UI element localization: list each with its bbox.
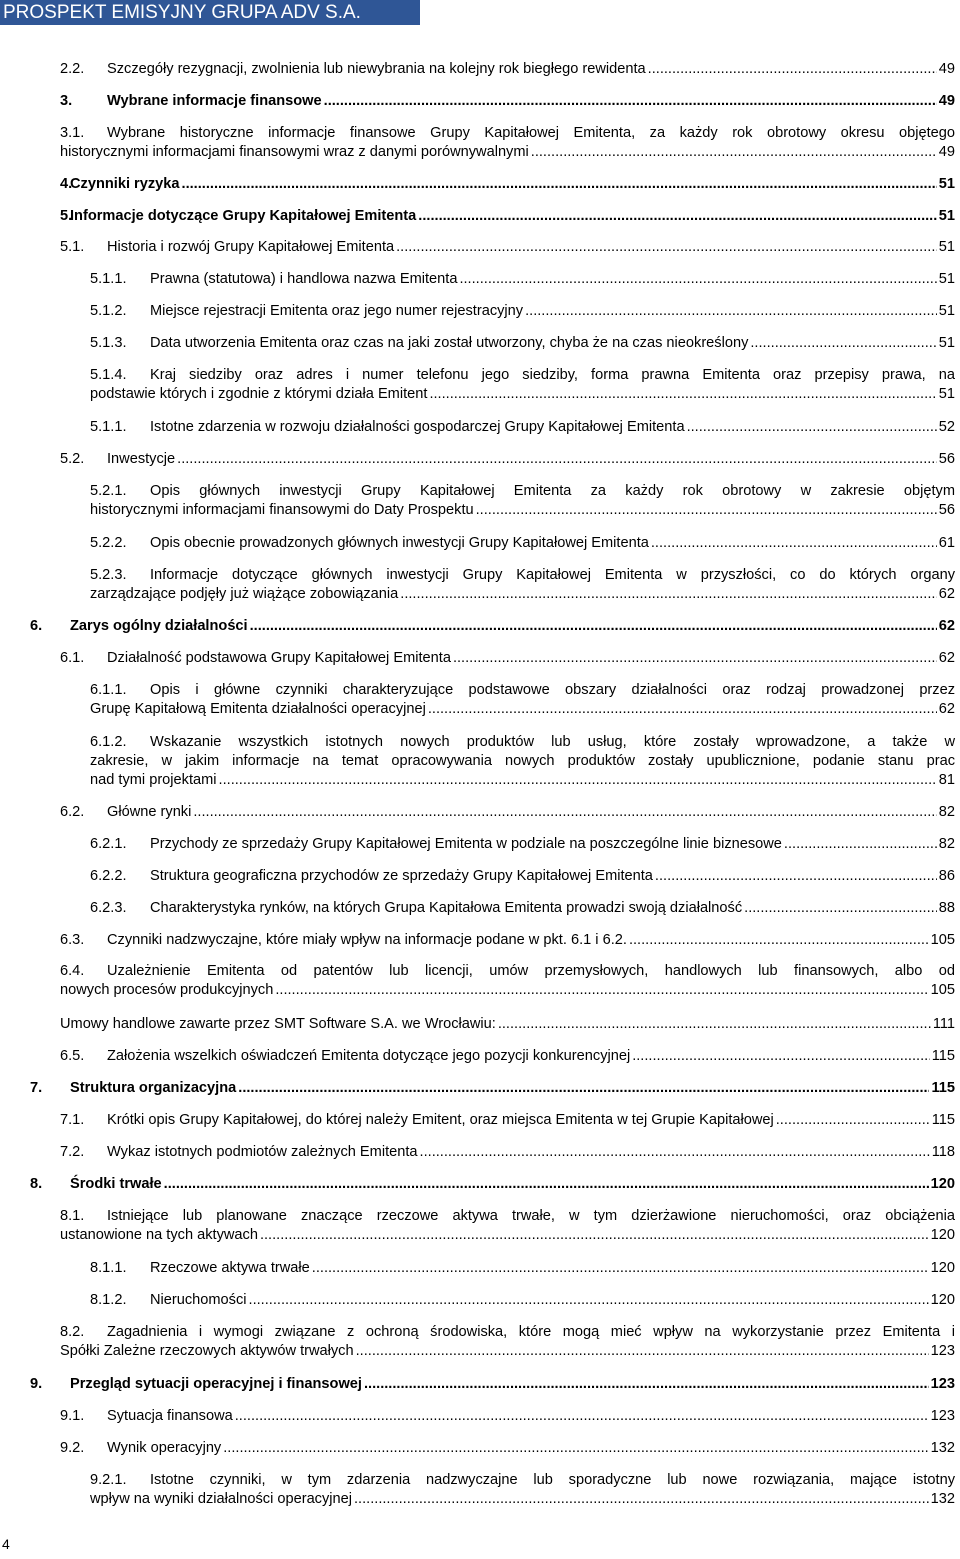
toc-entry-number: 5.2.1. <box>90 483 127 499</box>
toc-entry-title: Data utworzenia Emitenta oraz czas na jaki został utworzony, chyba że na czas nieokreślony <box>150 335 749 351</box>
toc-dot-leader <box>420 1143 930 1162</box>
toc-dot-leader <box>238 1079 929 1098</box>
toc-page-number: 120 <box>930 1176 955 1192</box>
toc-page-number: 49 <box>938 93 955 109</box>
toc-entry-title: Nieruchomości <box>150 1292 247 1308</box>
toc-entry[interactable] <box>90 482 955 520</box>
toc-entry-number: 6.3. <box>60 932 85 948</box>
toc-dot-leader <box>632 1047 930 1066</box>
toc-entry-title: Krótki opis Grupy Kapitałowej, do której należy Emitent, oraz miejsca Emitenta w tej Grupie Kapitałowej <box>107 1112 774 1128</box>
toc-entry-number: 7. <box>30 1080 43 1096</box>
toc-dot-leader <box>275 981 928 1000</box>
toc-page-number: 51 <box>938 303 955 319</box>
toc-entry-number: 5.1.1. <box>90 419 127 435</box>
toc-entry-title: Struktura organizacyjna <box>70 1080 237 1096</box>
toc-entry[interactable] <box>60 649 955 668</box>
toc-dot-leader <box>476 501 937 520</box>
toc-page-number: 115 <box>931 1080 955 1096</box>
toc-entry-title: Przegląd sytuacji operacyjnej i finansowej <box>70 1376 362 1392</box>
toc-entry[interactable] <box>60 803 955 822</box>
toc-dot-leader <box>531 143 937 162</box>
toc-entry-title: Inwestycje <box>107 451 176 467</box>
toc-entry-line: Istniejące lub planowane znaczące rzeczowe aktywa trwałe, w tym dzierżawione nieruchomości, oraz obciążenia <box>107 1208 955 1224</box>
toc-page-number: 82 <box>938 836 955 852</box>
toc-entry-number: 9. <box>30 1376 43 1392</box>
toc-entry-title: Charakterystyka rynków, na których Grupa Kapitałowa Emitenta prowadzi swoją działalność <box>150 900 743 916</box>
toc-entry-number: 7.2. <box>60 1144 85 1160</box>
toc-dot-leader <box>235 1407 929 1426</box>
toc-entry[interactable] <box>30 617 955 636</box>
toc-entry[interactable] <box>90 835 955 854</box>
toc-dot-leader <box>193 803 936 822</box>
toc-entry-number: 6.1.2. <box>90 734 127 750</box>
toc-entry-number: 5.1.1. <box>90 271 127 287</box>
toc-entry-title: Czynniki nadzwyczajne, które miały wpływ na informacje podane w pkt. 6.1 i 6.2. <box>107 932 627 948</box>
toc-page-number: 62 <box>938 618 955 634</box>
toc-entry[interactable] <box>90 534 955 553</box>
toc-entry-title: Wynik operacyjny <box>107 1440 222 1456</box>
toc-entry-number: 2.2. <box>60 61 85 77</box>
toc-entry-number: 3. <box>60 93 73 109</box>
document-header: PROSPEKT EMISYJNY GRUPA ADV S.A. <box>0 0 420 25</box>
toc-entry[interactable] <box>60 1207 955 1245</box>
toc-page-number: 123 <box>930 1376 955 1392</box>
toc-entry-number: 8.2. <box>60 1324 85 1340</box>
toc-page-number: 51 <box>938 386 955 402</box>
toc-entry-line: Wskazanie wszystkich istotnych nowych produktów lub usług, które zostały wprowadzone, a także w <box>150 734 955 750</box>
toc-entry-title: historycznymi informacjami finansowymi do Daty Prospektu <box>90 502 474 518</box>
toc-entry-number: 3.1. <box>60 125 85 141</box>
toc-dot-leader <box>312 1259 929 1278</box>
toc-entry-title: Działalność podstawowa Grupy Kapitałowej Emitenta <box>107 650 451 666</box>
toc-dot-leader <box>177 450 937 469</box>
toc-entry-title: Opis obecnie prowadzonych głównych inwestycji Grupy Kapitałowej Emitenta <box>150 535 649 551</box>
toc-entry-line: Istotne czynniki, w tym zdarzenia nadzwyczajne lub sporadyczne lub nowe rozwiązania, mające istotny <box>150 1472 955 1488</box>
toc-entry[interactable] <box>60 92 955 111</box>
toc-entry[interactable] <box>60 962 955 1000</box>
toc-entry-title: Przychody ze sprzedaży Grupy Kapitałowej Emitenta w podziale na poszczególne linie biznesowe <box>150 836 782 852</box>
toc-page-number: 111 <box>932 1016 955 1032</box>
toc-dot-leader <box>429 385 936 404</box>
toc-entry-number: 5. <box>60 208 73 224</box>
toc-entry-number: 8. <box>30 1176 43 1192</box>
toc-entry-number: 5.2. <box>60 451 85 467</box>
toc-entry-number: 5.1.4. <box>90 367 127 383</box>
toc-entry[interactable] <box>90 302 955 321</box>
toc-dot-leader <box>249 1291 929 1310</box>
toc-entry-number: 8.1.2. <box>90 1292 127 1308</box>
toc-dot-leader <box>750 334 936 353</box>
toc-entry[interactable] <box>60 1111 955 1130</box>
toc-page-number: 115 <box>931 1048 955 1064</box>
toc-entry-title: Struktura geograficzna przychodów ze sprzedaży Grupy Kapitałowej Emitenta <box>150 868 653 884</box>
toc-dot-leader <box>648 60 937 79</box>
toc-entry[interactable] <box>60 124 955 162</box>
toc-page-number: 81 <box>938 772 955 788</box>
toc-dot-leader <box>776 1111 930 1130</box>
toc-entry[interactable] <box>60 1047 955 1066</box>
toc-entry-number: 6.2. <box>60 804 85 820</box>
toc-page-number: 56 <box>938 451 955 467</box>
toc-entry[interactable] <box>60 175 955 194</box>
toc-entry[interactable] <box>60 450 955 469</box>
toc-page-number: 120 <box>930 1292 955 1308</box>
toc-entry-title: Środki trwałe <box>70 1176 162 1192</box>
toc-entry-number: 4. <box>60 176 73 192</box>
toc-entry-number: 5.1.2. <box>90 303 127 319</box>
toc-entry[interactable] <box>90 270 955 289</box>
toc-page-number: 62 <box>938 650 955 666</box>
toc-entry-number: 9.2.1. <box>90 1472 127 1488</box>
toc-dot-leader <box>459 270 936 289</box>
toc-entry-line: Uzależnienie Emitenta od patentów lub licencji, umów przemysłowych, handlowych lub finansowych, albo od <box>107 963 955 979</box>
toc-entry-number: 8.1. <box>60 1208 85 1224</box>
toc-entry[interactable] <box>60 1439 955 1458</box>
toc-entry-title: Wykaz istotnych podmiotów zależnych Emitenta <box>107 1144 418 1160</box>
toc-entry-line: Informacje dotyczące głównych inwestycji Grupy Kapitałowej Emitenta w przyszłości, co do których organy <box>150 567 955 583</box>
toc-entry-number: 6.2.3. <box>90 900 127 916</box>
toc-page-number: 56 <box>938 502 955 518</box>
page-number: 4 <box>2 1536 10 1552</box>
toc-page-number: 115 <box>931 1112 955 1128</box>
toc-page-number: 49 <box>938 61 955 77</box>
toc-dot-leader <box>687 418 937 437</box>
toc-page-number: 88 <box>938 900 955 916</box>
toc-entry[interactable] <box>90 1259 955 1278</box>
toc-entry-number: 6. <box>30 618 43 634</box>
toc-dot-leader <box>250 617 937 636</box>
toc-entry-title: Prawna (statutowa) i handlowa nazwa Emitenta <box>150 271 458 287</box>
toc-page-number: 49 <box>938 144 955 160</box>
toc-entry[interactable] <box>90 334 955 353</box>
toc-entry-title: Założenia wszelkich oświadczeń Emitenta dotyczące jego pozycji konkurencyjnej <box>107 1048 631 1064</box>
toc-entry-line: Zagadnienia i wymogi związane z ochroną środowiska, które mogą mieć wpływ na wykorzystanie przez Emitenta i <box>107 1324 955 1340</box>
toc-dot-leader <box>219 771 937 790</box>
toc-entry-number: 9.2. <box>60 1440 85 1456</box>
toc-page-number: 123 <box>930 1408 955 1424</box>
toc-entry-number: 6.1. <box>60 650 85 666</box>
toc-entry[interactable] <box>90 418 955 437</box>
toc-entry-title: Informacje dotyczące Grupy Kapitałowej Emitenta <box>70 208 417 224</box>
toc-entry[interactable] <box>90 681 955 719</box>
toc-dot-leader <box>354 1490 929 1509</box>
toc-entry[interactable] <box>60 238 955 257</box>
toc-entry[interactable] <box>60 1015 955 1034</box>
toc-entry-title: Umowy handlowe zawarte przez SMT Software S.A. we Wrocławiu: <box>60 1016 496 1032</box>
toc-page-number: 51 <box>938 239 955 255</box>
toc-entry[interactable] <box>90 867 955 886</box>
toc-entry-title: Szczegóły rezygnacji, zwolnienia lub niewybrania na kolejny rok biegłego rewidenta <box>107 61 646 77</box>
toc-entry-number: 6.2.1. <box>90 836 127 852</box>
toc-page-number: 61 <box>938 535 955 551</box>
toc-entry-title: podstawie których i zgodnie z którymi działa Emitent <box>90 386 428 402</box>
toc-entry[interactable] <box>90 1471 955 1509</box>
toc-dot-leader <box>223 1439 928 1458</box>
toc-entry-title: Zarys ogólny działalności <box>70 618 248 634</box>
toc-entry[interactable] <box>90 899 955 918</box>
toc-page-number: 105 <box>930 932 955 948</box>
toc-entry[interactable] <box>60 1323 955 1361</box>
toc-entry[interactable] <box>90 566 955 604</box>
toc-dot-leader <box>629 931 929 950</box>
toc-entry[interactable] <box>60 207 955 226</box>
toc-entry[interactable] <box>90 733 955 790</box>
toc-page-number: 120 <box>930 1227 955 1243</box>
toc-dot-leader <box>428 700 937 719</box>
toc-entry-line: Opis głównych inwestycji Grupy Kapitałowej Emitenta za każdy rok obrotowy w zakresie objętym <box>150 483 955 499</box>
toc-entry-title: nowych procesów produkcyjnych <box>60 982 274 998</box>
toc-entry-title: Grupę Kapitałową Emitenta działalności operacyjnej <box>90 701 426 717</box>
toc-entry-line: Kraj siedziby oraz adres i numer telefonu jego siedziby, forma prawna Emitenta oraz przepisy prawa, na <box>150 367 955 383</box>
toc-entry-title: Sytuacja finansowa <box>107 1408 233 1424</box>
toc-dot-leader <box>744 899 937 918</box>
toc-dot-leader <box>364 1375 929 1394</box>
toc-dot-leader <box>418 207 936 226</box>
toc-entry[interactable] <box>30 1375 955 1394</box>
toc-entry[interactable] <box>30 1079 955 1098</box>
toc-page-number: 62 <box>938 701 955 717</box>
toc-entry-title: Miejsce rejestracji Emitenta oraz jego numer rejestracyjny <box>150 303 524 319</box>
toc-dot-leader <box>655 867 937 886</box>
toc-page-number: 62 <box>938 586 955 602</box>
toc-entry-title: Spółki Zależne rzeczowych aktywów trwałych <box>60 1343 354 1359</box>
toc-dot-leader <box>356 1342 929 1361</box>
toc-page-number: 51 <box>938 271 955 287</box>
toc-page-number: 51 <box>938 208 955 224</box>
toc-dot-leader <box>400 585 937 604</box>
toc-entry-title: Istotne zdarzenia w rozwoju działalności gospodarczej Grupy Kapitałowej Emitenta <box>150 419 685 435</box>
toc-entry-title: Historia i rozwój Grupy Kapitałowej Emitenta <box>107 239 395 255</box>
toc-entry-title: nad tymi projektami <box>90 772 217 788</box>
toc-dot-leader <box>324 92 937 111</box>
toc-entry-number: 7.1. <box>60 1112 85 1128</box>
toc-entry-number: 6.4. <box>60 963 85 979</box>
toc-page-number: 132 <box>930 1440 955 1456</box>
toc-entry[interactable] <box>90 1291 955 1310</box>
toc-entry[interactable] <box>90 366 955 404</box>
toc-page-number: 86 <box>938 868 955 884</box>
toc-page-number: 51 <box>938 176 955 192</box>
toc-entry-title: Rzeczowe aktywa trwałe <box>150 1260 310 1276</box>
toc-entry-number: 5.2.3. <box>90 567 127 583</box>
toc-entry-number: 5.2.2. <box>90 535 127 551</box>
toc-page-number: 123 <box>930 1343 955 1359</box>
toc-page-number: 105 <box>930 982 955 998</box>
toc-page-number: 52 <box>938 419 955 435</box>
toc-entry-number: 6.5. <box>60 1048 85 1064</box>
toc-entry-line: Wybrane historyczne informacje finansowe Grupy Kapitałowej Emitenta, za każdy rok obrotowy okresu objętego <box>107 125 955 141</box>
toc-dot-leader <box>396 238 937 257</box>
toc-entry[interactable] <box>60 1407 955 1426</box>
toc-entry-number: 5.1. <box>60 239 85 255</box>
toc-entry-title: zarządzające podjęły już wiążące zobowiązania <box>90 586 399 602</box>
toc-entry-title: historycznymi informacjami finansowymi wraz z danymi porównywalnymi <box>60 144 529 160</box>
toc-entry-line: Opis i główne czynniki charakteryzujące podstawowe obszary działalności oraz rodzaj prowadzonej przez <box>150 682 955 698</box>
toc-entry-number: 6.2.2. <box>90 868 127 884</box>
toc-entry[interactable] <box>30 1175 955 1194</box>
toc-entry-number: 8.1.1. <box>90 1260 127 1276</box>
toc-page-number: 82 <box>938 804 955 820</box>
toc-dot-leader <box>498 1015 931 1034</box>
toc-entry-number: 6.1.1. <box>90 682 127 698</box>
toc-dot-leader <box>453 649 937 668</box>
toc-page-number: 118 <box>931 1144 955 1160</box>
toc-page-number: 120 <box>930 1260 955 1276</box>
toc-entry[interactable] <box>60 931 955 950</box>
toc-entry-title: Wybrane informacje finansowe <box>107 93 322 109</box>
toc-page-number: 51 <box>938 335 955 351</box>
toc-dot-leader <box>182 175 937 194</box>
toc-entry-title: Czynniki ryzyka <box>70 176 180 192</box>
toc-entry-line: zakresie, w jakim informacje na temat opracowywania nowych produktów zostały upublicznione, podanie stanu prac <box>90 753 955 769</box>
toc-entry[interactable] <box>60 60 955 79</box>
toc-entry-title: wpływ na wyniki działalności operacyjnej <box>90 1491 352 1507</box>
toc-entry-number: 9.1. <box>60 1408 85 1424</box>
toc-dot-leader <box>260 1226 929 1245</box>
toc-dot-leader <box>784 835 937 854</box>
toc-entry[interactable] <box>60 1143 955 1162</box>
toc-dot-leader <box>164 1175 929 1194</box>
toc-dot-leader <box>651 534 937 553</box>
toc-entry-title: Główne rynki <box>107 804 192 820</box>
toc-entry-number: 5.1.3. <box>90 335 127 351</box>
toc-entry-title: ustanowione na tych aktywach <box>60 1227 258 1243</box>
toc-dot-leader <box>525 302 937 321</box>
toc-page-number: 132 <box>930 1491 955 1507</box>
